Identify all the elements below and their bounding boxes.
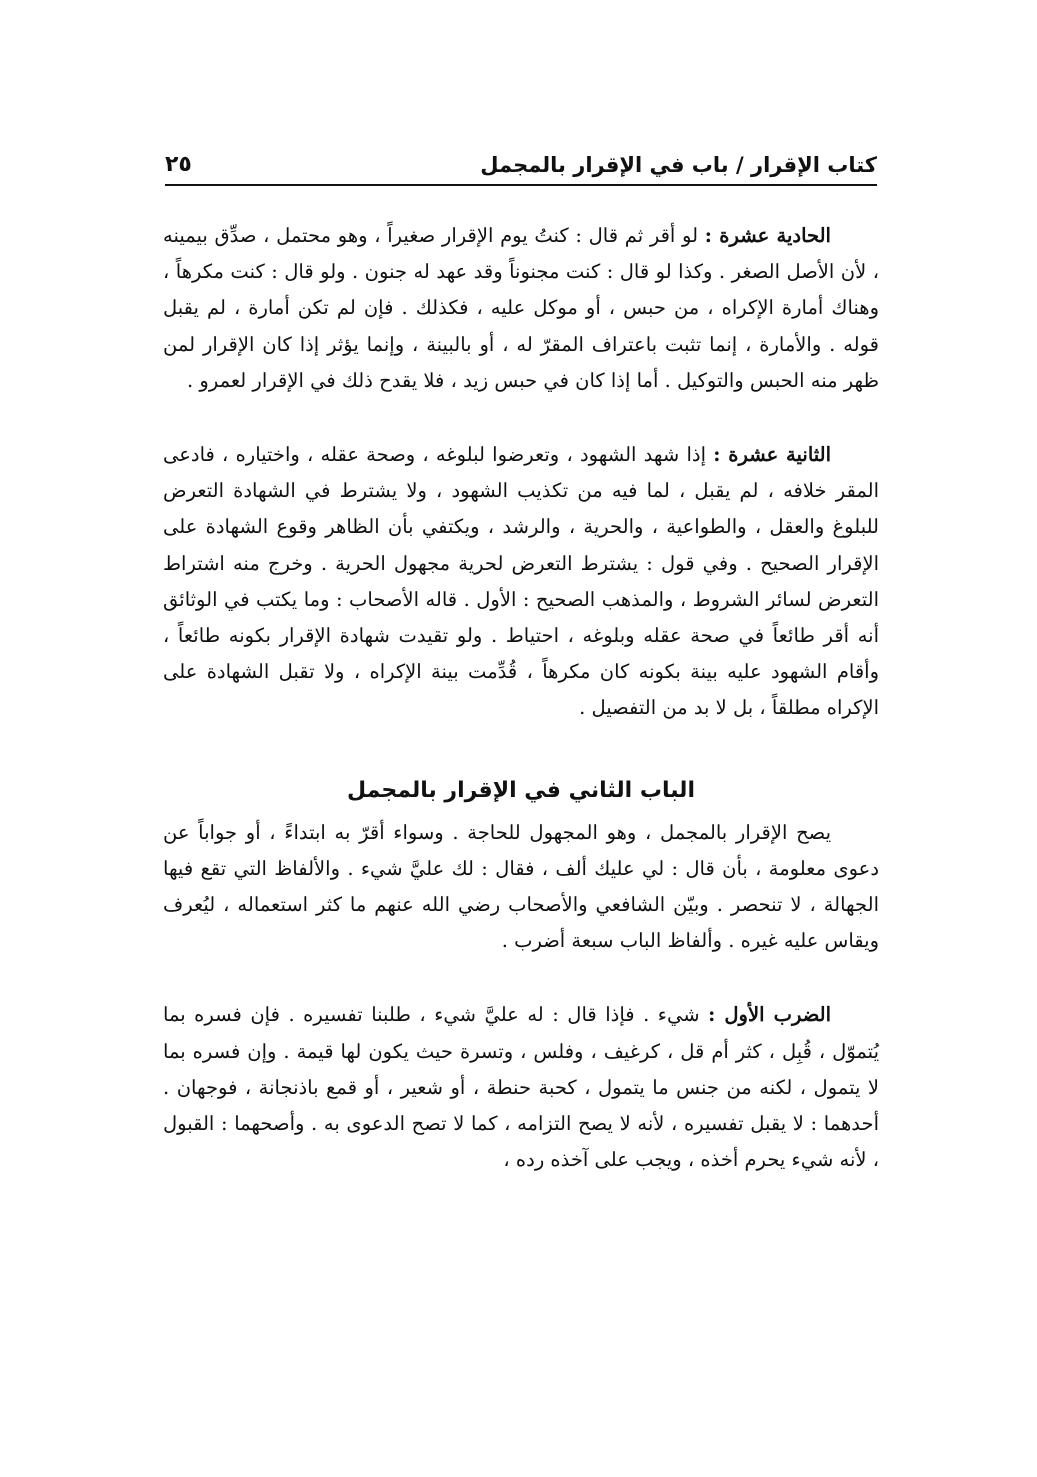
paragraph-twelfth (163, 437, 879, 727)
paragraph-text: لو أقر ثم قال : كنتُ يوم الإقرار صغيراً ، وهو محتمل ، صدِّق بيمينه ، لأن الأصل الصغر . وكذا لو قال : كنت مجنوناً وقد عهد له جنون . ولو قال : كنت مكرهاً ، وهناك أمارة الإكراه ، من حبس ، أو موكل عليه ، فكذلك . فإن لم تكن أمارة ، لم يقبل قوله . والأمارة ، إنما تثبت باعتراف المقرّ له ، أو بالبينة ، وإنما يؤثر إذا كان الإقرار لمن ظهر منه الحبس والتوكيل . أما إذا كان في حبس زيد ، فلا يقدح ذلك في الإقرار لعمرو . (163, 224, 879, 392)
paragraph-lead: الحادية عشرة : (704, 224, 831, 247)
section-lead: الضرب الأول : (708, 1003, 831, 1027)
paragraph-text: إذا شهد الشهود ، وتعرضوا لبلوغه ، وصحة عقله ، واختياره ، فادعى المقر خلافه ، لم يقبل ، لما فيه من تكذيب الشهود ، ولا يشترط في الشهادة التعرض للبلوغ والعقل ، والطواعية ، والحرية ، والرشد ، ويكتفي بأن الظاهر وقوع الشهادة على الإقرار الصحيح . وفي قول : يشترط التعرض لحرية مجهول الحرية . وخرج منه اشتراط التعرض لسائر الشروط ، والمذهب الصحيح : الأول . قاله الأصحاب : وما يكتب في الوثائق أنه أقر طائعاً في صحة عقله وبلوغه ، احتياط . ولو تقيدت شهادة الإقرار بكونه طائعاً ، وأقام الشهود عليه بينة بكونه كان مكرهاً ، قُدِّمت بينة الإكراه ، ولا تقبل الشهادة على الإكراه مطلقاً ، بل لا بد من التفصيل . (163, 443, 879, 720)
running-header (165, 140, 877, 186)
chapter-heading: الباب الثاني في الإقرار بالمجمل (346, 777, 695, 803)
running-title: كتاب الإقرار / باب في الإقرار بالمجمل (480, 153, 877, 177)
chapter-intro: يصح الإقرار بالمجمل ، وهو المجهول للحاجة . وسواء أقرّ به ابتداءً ، أو جواباً عن دعوى معلومة ، بأن قال : لي عليك ألف ، فقال : لك عليَّ شيء . والألفاظ التي تقع فيها الجهالة ، لا تنحصر . وبيّن الشافعي والأصحاب رضي الله عنهم ما كثر استعماله ، ليُعرف ويقاس عليه غيره . وألفاظ الباب سبعة أضرب . (163, 820, 879, 953)
paragraph-lead: الثانية عشرة : (713, 443, 832, 467)
page-body (163, 218, 879, 1178)
paragraph-eleventh (163, 218, 879, 399)
section-first-type (163, 997, 879, 1178)
page-number: ٢٥ (165, 152, 192, 177)
section-text: شيء . فإذا قال : له عليَّ شيء ، طلبنا تفسيره . فإن فسره بما يُتموّل ، قُبِل ، كثر أم قل ، كرغيف ، وفلس ، وتسرة حيث يكون لها قيمة . وإن فسره بما لا يتمول ، لكنه من جنس ما يتمول ، كحبة حنطة ، أو شعير ، أو قمع باذنجانة ، فوجهان . أحدهما : لا يقبل تفسيره ، لأنه لا يصح التزامه ، كما لا تصح الدعوى به . وأصحهما : القبول ، لأنه شيء يحرم أخذه ، ويجب على آخذه رده ، (163, 1003, 879, 1172)
